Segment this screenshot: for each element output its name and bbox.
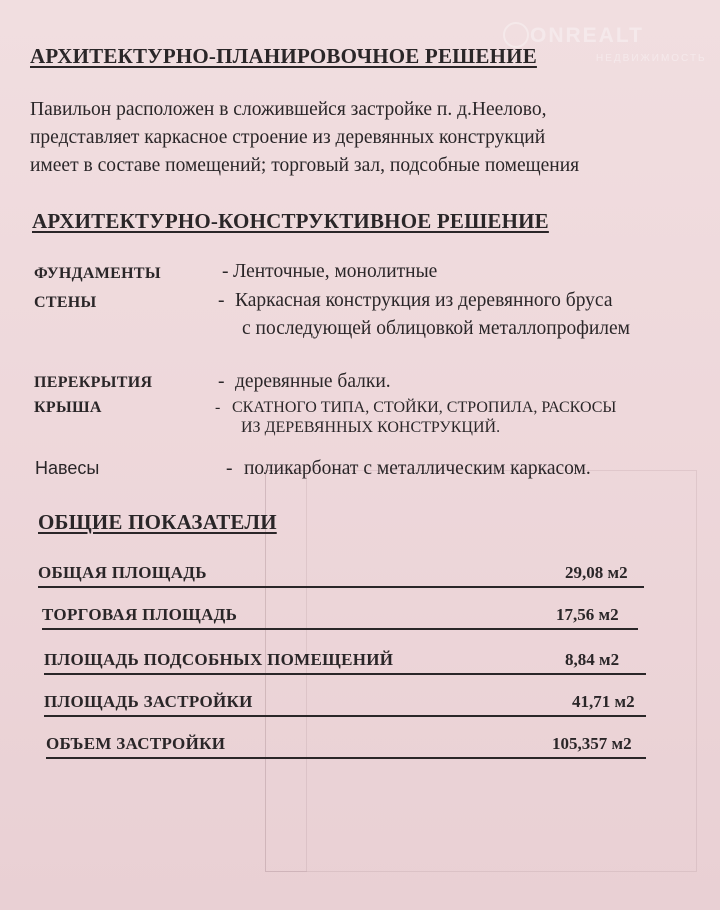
indicator-row-total-area — [38, 563, 648, 593]
walls-value: Каркасная конструкция из деревянного бруса — [235, 290, 613, 311]
roof-dash: - — [215, 399, 221, 416]
canopies-value: поликарбонат с металлическим каркасом. — [244, 458, 591, 479]
canopies-dash: - — [226, 458, 233, 479]
built-area-underline — [44, 715, 646, 717]
indicator-row-built-volume — [46, 734, 651, 764]
retail-area-value: 17,56 м2 — [556, 605, 619, 624]
floors-dash: - — [218, 371, 225, 392]
floors-label: ПЕРЕКРЫТИЯ — [34, 374, 153, 391]
roof-value: СКАТНОГО ТИПА, СТОЙКИ, СТРОПИЛА, РАСКОСЫ — [232, 399, 617, 416]
planning-line-1: Павильон расположен в сложившейся застройке п. д.Неелово, — [30, 99, 547, 120]
foundations-dash: - — [222, 261, 229, 282]
foundations-value: Ленточные, монолитные — [233, 261, 438, 282]
built-area-label: ПЛОЩАДЬ ЗАСТРОЙКИ — [44, 692, 253, 711]
retail-area-label: ТОРГОВАЯ ПЛОЩАДЬ — [42, 605, 238, 624]
built-area-value: 41,71 м2 — [572, 692, 635, 711]
construction-heading: АРХИТЕКТУРНО-КОНСТРУКТИВНОЕ РЕШЕНИЕ — [32, 209, 549, 233]
planning-line-3: имеет в составе помещений; торговый зал, подсобные помещения — [30, 155, 580, 176]
walls-value-2: с последующей облицовкой металлопрофилем — [242, 318, 631, 339]
indicator-row-utility-area — [44, 650, 649, 680]
utility-area-label: ПЛОЩАДЬ ПОДСОБНЫХ ПОМЕЩЕНИЙ — [44, 650, 394, 669]
floors-value: деревянные балки. — [235, 371, 391, 392]
walls-label: СТЕНЫ — [34, 294, 97, 311]
canopies-label: Навесы — [35, 458, 100, 478]
total-area-label: ОБЩАЯ ПЛОЩАДЬ — [38, 563, 207, 582]
roof-value-2: ИЗ ДЕРЕВЯННЫХ КОНСТРУКЦИЙ. — [241, 419, 501, 436]
built-volume-underline — [46, 757, 646, 759]
utility-area-underline — [44, 673, 646, 675]
indicator-row-built-area — [44, 692, 649, 722]
indicator-row-retail-area — [42, 605, 642, 635]
retail-area-underline — [42, 628, 638, 630]
built-volume-value: 105,357 м2 — [552, 734, 632, 753]
foundations-label: ФУНДАМЕНТЫ — [34, 265, 161, 282]
built-volume-label: ОБЪЕМ ЗАСТРОЙКИ — [46, 734, 226, 753]
watermark-tagline: НЕДВИЖИМОСТЬ — [596, 53, 707, 64]
total-area-value: 29,08 м2 — [565, 563, 628, 582]
watermark-brand: ONREALT — [530, 24, 644, 47]
total-area-underline — [38, 586, 644, 588]
walls-dash: - — [218, 290, 225, 311]
planning-line-2: представляет каркасное строение из деревянных конструкций — [30, 127, 546, 148]
planning-heading: АРХИТЕКТУРНО-ПЛАНИРОВОЧНОЕ РЕШЕНИЕ — [30, 44, 537, 68]
indicators-heading: ОБЩИЕ ПОКАЗАТЕЛИ — [38, 510, 277, 534]
roof-label: КРЫША — [34, 399, 102, 416]
utility-area-value: 8,84 м2 — [565, 650, 620, 669]
